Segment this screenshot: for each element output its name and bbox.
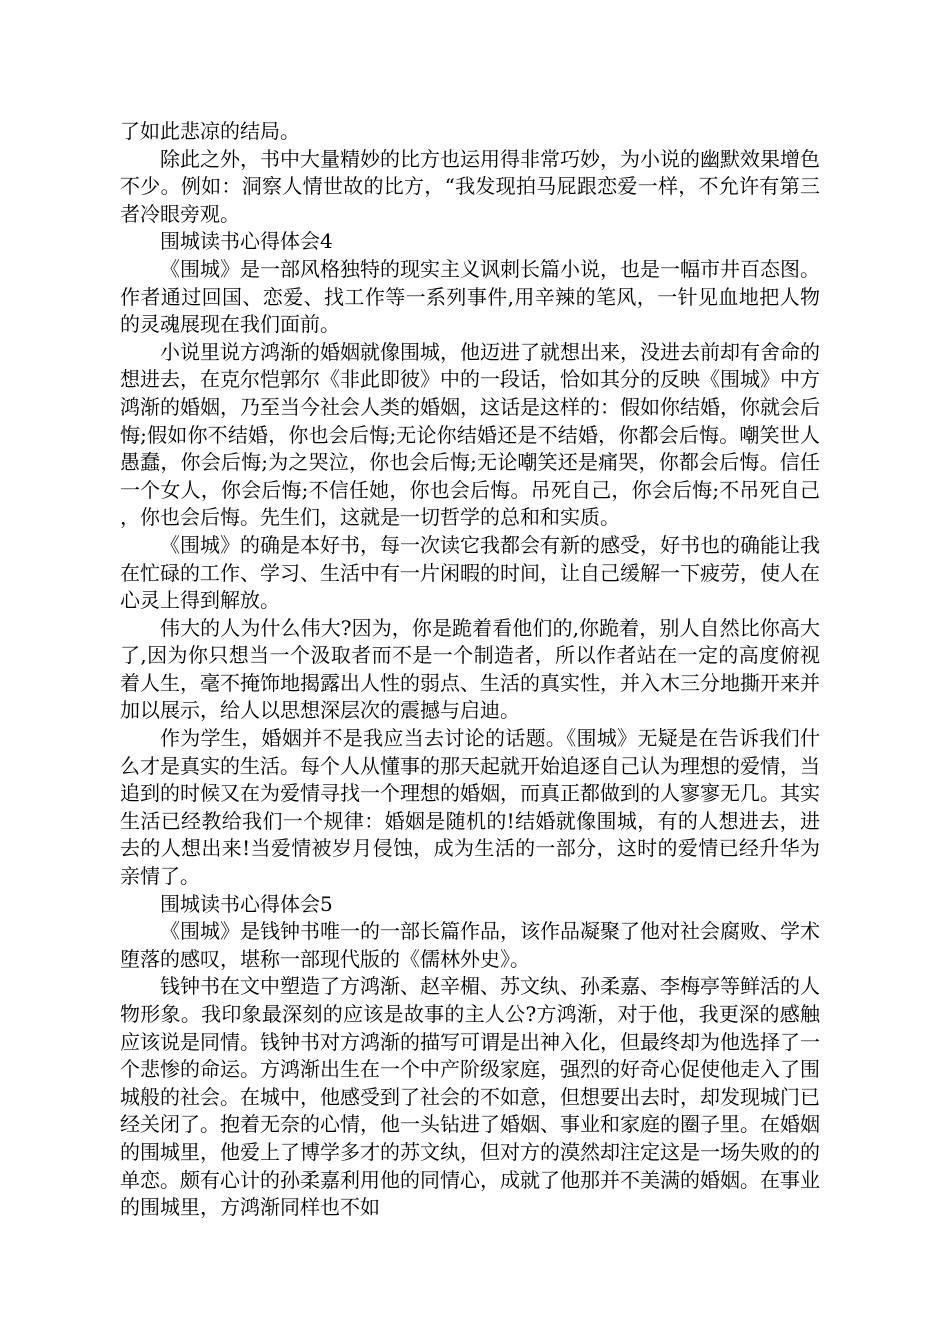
paragraph-5: 《围城》的确是本好书，每一次读它我都会有新的感受，好书也的确能让我在忙碌的工作、学习、生活中有一片闲暇的时间，让自己缓解一下疲劳，使人在心灵上得到解放。	[120, 532, 820, 613]
paragraph-7: 作为学生，婚姻并不是我应当去讨论的话题。《围城》无疑是在告诉我们什么才是真实的生活。每个人从懂事的那天起就开始追逐自己认为理想的爱情，当追到的时候又在为爱情寻找一个理想的婚姻，而真正都做到的人寥寥无几。其实生活已经教给我们一个规律：婚姻是随机的!结婚就像围城，有的人想进去，进去的人想出来!当爱情被岁月侵蚀，成为生活的一部分，这时的爱情已经升华为亲情了。	[120, 726, 820, 889]
paragraph-3: 《围城》是一部风格独特的现实主义讽刺长篇小说，也是一幅市井百态图。作者通过回国、恋爱、找工作等一系列事件,用辛辣的笔风，一针见血地把人物的灵魂展现在我们面前。	[120, 256, 820, 337]
section-heading-4: 围城读书心得体会4	[160, 229, 333, 254]
paragraph-9: 钱钟书在文中塑造了方鸿渐、赵辛楣、苏文纨、孙柔嘉、李梅亭等鲜活的人物形象。我印象最深刻的应该是故事的主人公?方鸿渐，对于他，我更深的感触应该说是同情。钱钟书对方鸿渐的描写可谓是出神入化，但最终却为他选择了一个悲惨的命运。方鸿渐出生在一个中产阶级家庭，强烈的好奇心促使他走入了围城般的社会。在城中，他感受到了社会的不如意，但想要出去时，却发现城门已经关闭了。抱着无奈的心情，他一头钻进了婚姻、事业和家庭的圈子里。在婚姻的围城里，他爱上了博学多才的苏文纨，但对方的漠然却注定这是一场失败的的单恋。颇有心计的孙柔嘉利用他的同情心，成就了他那并不美满的婚姻。在事业的围城里，方鸿渐同样也不如	[120, 974, 820, 1220]
section-heading-5: 围城读书心得体会5	[160, 891, 333, 916]
document-page	[120, 118, 820, 1222]
paragraph-4: 小说里说方鸿渐的婚姻就像围城，他迈进了就想出来，没进去前却有舍命的想进去，在克尔恺郭尔《非此即彼》中的一段话，恰如其分的反映《围城》中方鸿渐的婚姻，乃至当今社会人类的婚姻，这话是这样的：假如你结婚，你就会后悔;假如你不结婚，你也会后悔;无论你结婚还是不结婚，你都会后悔。嘲笑世人愚蠢，你会后悔;为之哭泣，你也会后悔;无论嘲笑还是痛哭，你都会后悔。信任一个女人，你会后悔;不信任她，你也会后悔。吊死自己，你会后悔;不吊死自己，你也会后悔。先生们，这就是一切哲学的总和和实质。	[120, 339, 820, 530]
paragraph-6: 伟大的人为什么伟大?因为，你是跪着看他们的,你跪着，别人自然比你高大了,因为你只想当一个汲取者而不是一个制造者，所以作者站在一定的高度俯视着人生，毫不掩饰地揭露出人性的弱点、生活的真实性，并入木三分地撕开来并加以展示，给人以思想深层次的震撼与启迪。	[120, 615, 820, 723]
paragraph-8: 《围城》是钱钟书唯一的一部长篇作品，该作品凝聚了他对社会腐败、学术堕落的感叹，堪称一部现代版的《儒林外史》。	[120, 919, 820, 971]
paragraph-1: 了如此悲凉的结局。	[120, 119, 300, 143]
paragraph-2: 除此之外，书中大量精妙的比方也运用得非常巧妙，为小说的幽默效果增色不少。例如：洞察人情世故的比方，“我发现拍马屁跟恋爱一样，不允许有第三者冷眼旁观。	[120, 146, 820, 226]
